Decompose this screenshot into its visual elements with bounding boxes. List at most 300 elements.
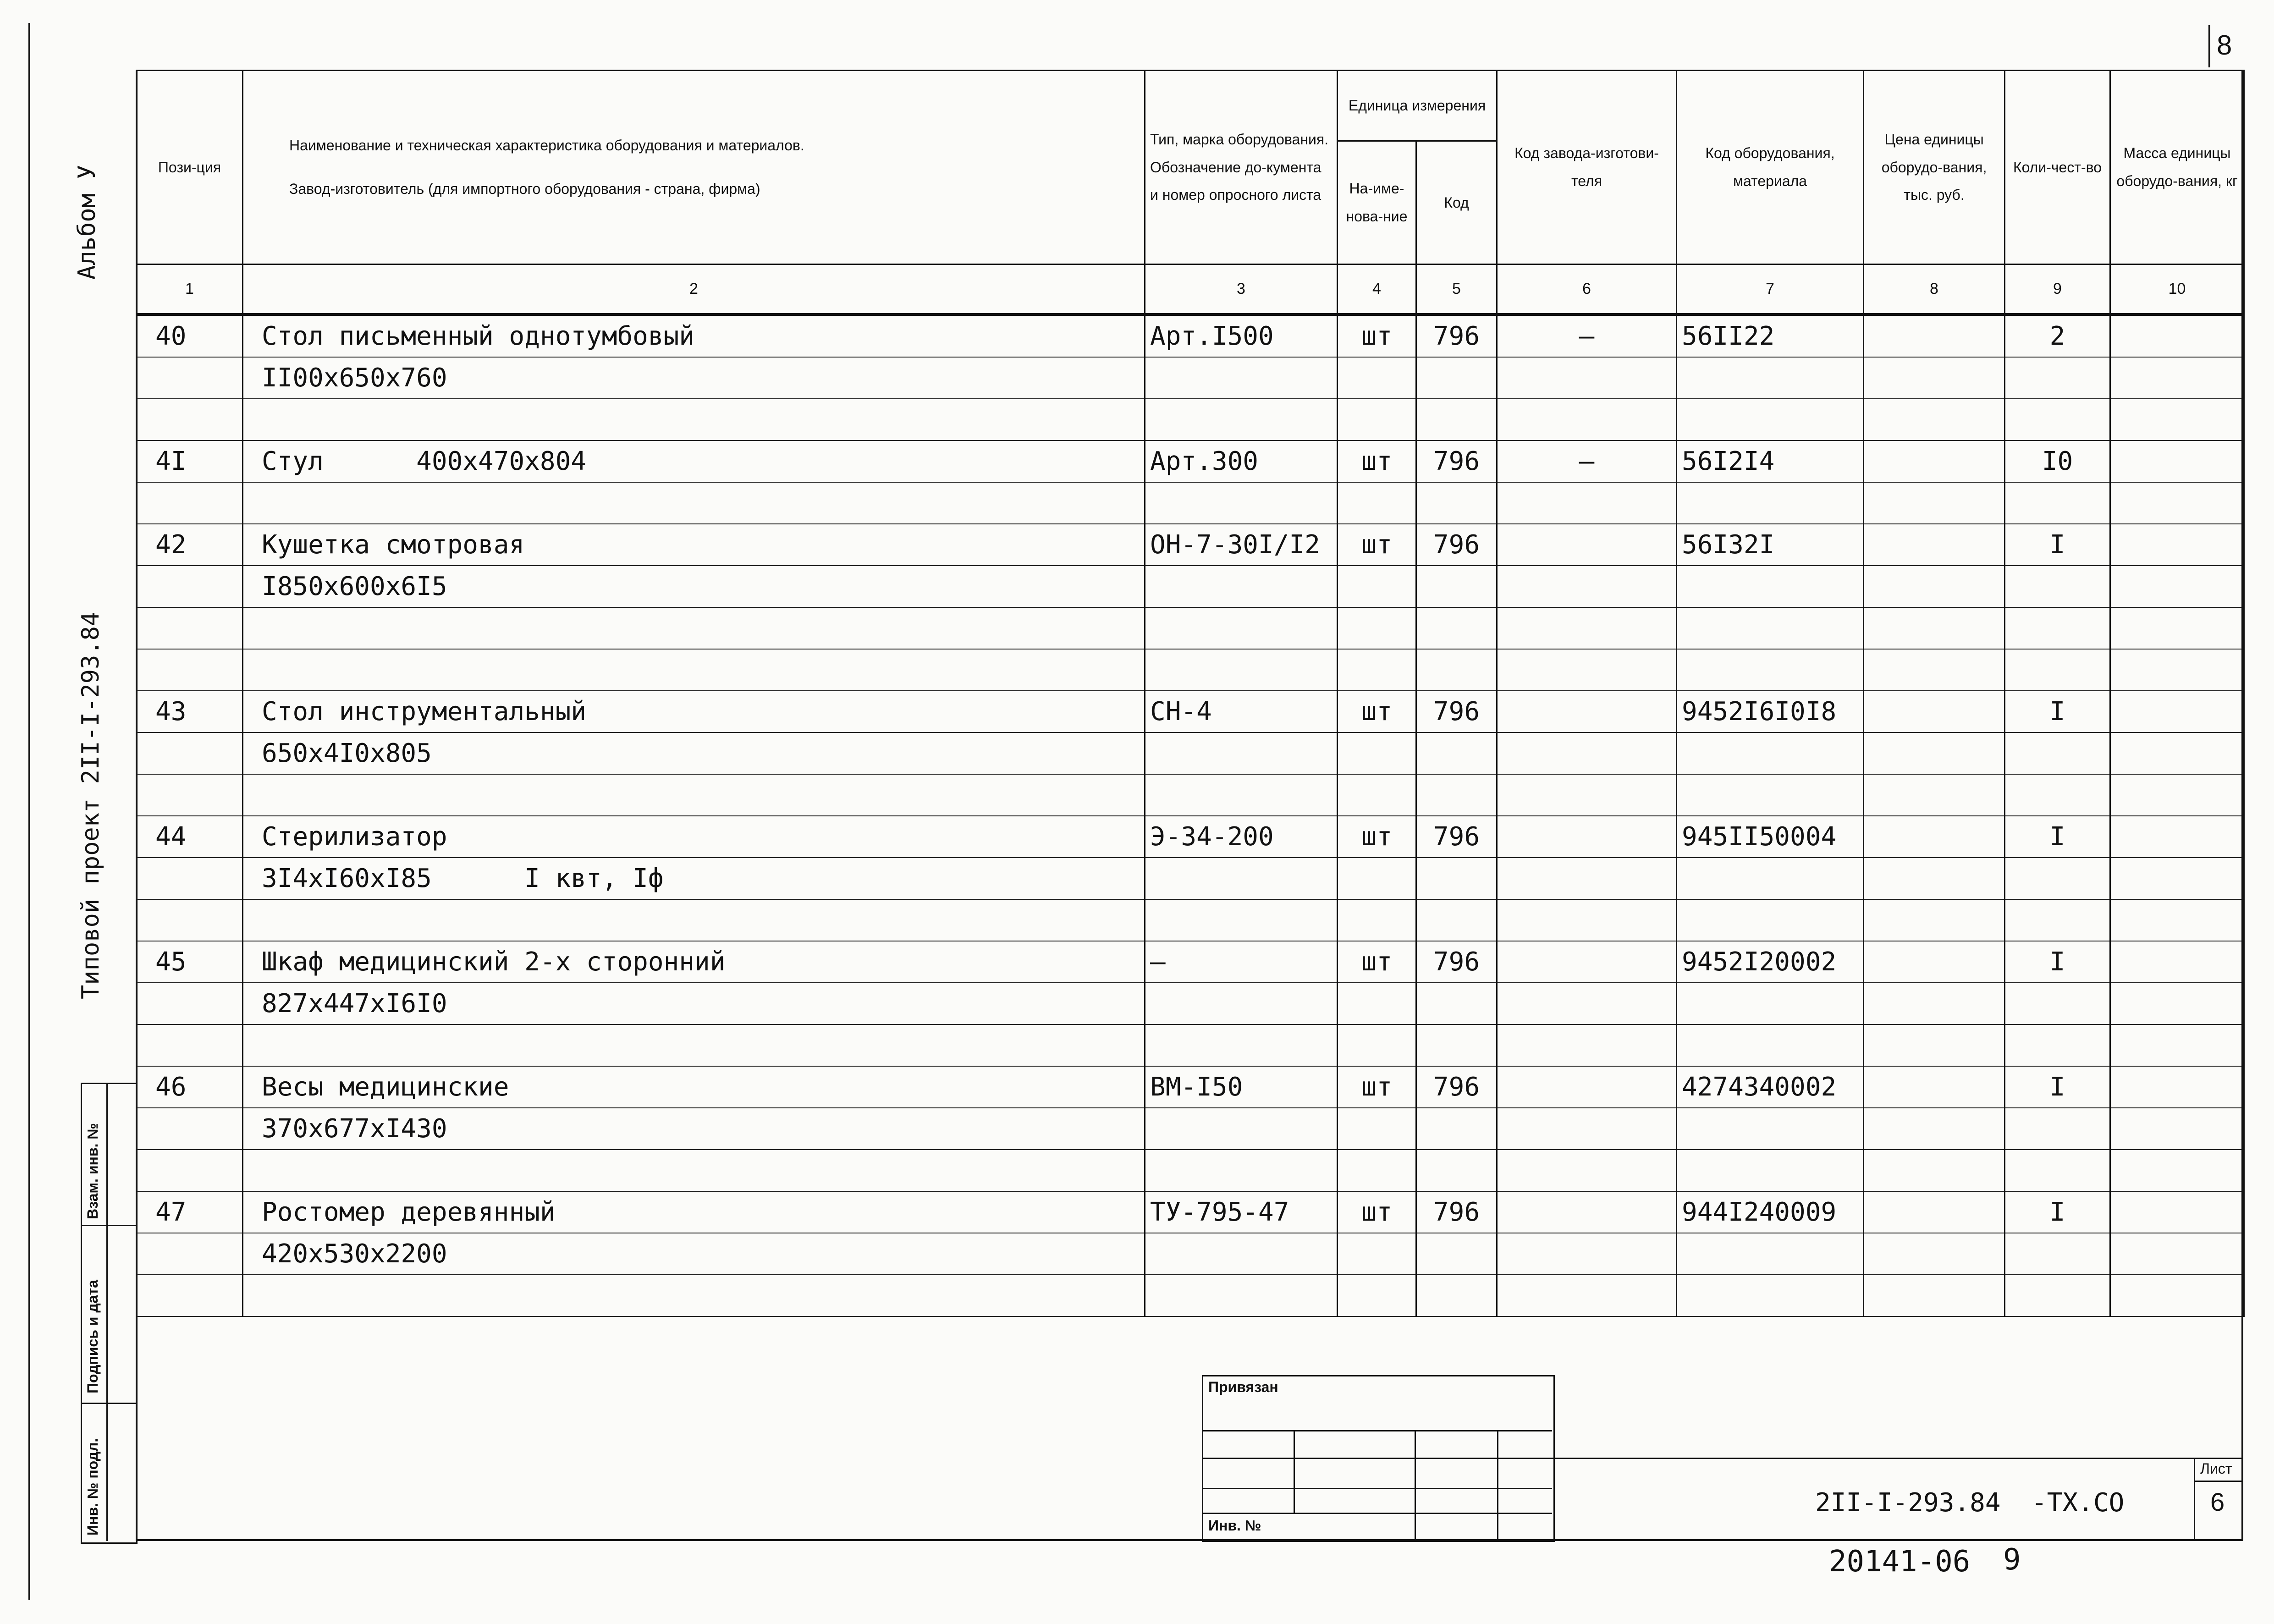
mass-cell — [2110, 732, 2244, 774]
corner-divider — [2208, 25, 2210, 67]
header-equip-code: Код оборудования, материала — [1677, 71, 1864, 264]
equipment-code-cell — [1677, 482, 1864, 524]
mass-cell — [2110, 1150, 2244, 1191]
mass-cell — [2110, 440, 2244, 482]
position-cell — [137, 1150, 243, 1191]
unit-name-cell — [1338, 899, 1416, 941]
equipment-code-cell — [1677, 732, 1864, 774]
mass-cell — [2110, 607, 2244, 649]
unit-name-cell: шт — [1338, 941, 1416, 983]
title-block-top — [1552, 1458, 2242, 1459]
price-cell — [1864, 941, 2005, 983]
type-cell: Арт.300 — [1145, 440, 1338, 482]
table-row — [137, 482, 2244, 524]
unit-name-cell — [1338, 774, 1416, 816]
unit-name-cell — [1338, 607, 1416, 649]
position-cell — [137, 482, 243, 524]
name-cell: I850х600х6I5 — [243, 566, 1145, 607]
unit-code-cell — [1416, 1233, 1497, 1275]
equipment-code-cell: 9452I20002 — [1677, 941, 1864, 983]
unit-name-cell — [1338, 649, 1416, 691]
name-cell — [243, 482, 1145, 524]
name-cell: 650х4I0х805 — [243, 732, 1145, 774]
position-cell — [137, 649, 243, 691]
unit-name-cell: шт — [1338, 524, 1416, 566]
price-cell — [1864, 649, 2005, 691]
table-row — [137, 440, 2244, 482]
unit-name-cell: шт — [1338, 816, 1416, 858]
price-cell — [1864, 774, 2005, 816]
unit-name-cell: шт — [1338, 1066, 1416, 1108]
unit-name-cell — [1338, 1024, 1416, 1066]
table-row — [137, 1150, 2244, 1191]
table-row — [137, 1275, 2244, 1316]
type-cell — [1145, 482, 1338, 524]
project-label: Типовой проект 2II-I-293.84 — [77, 611, 105, 999]
quantity-cell: I — [2005, 941, 2110, 983]
privyazan-h2 — [1202, 1458, 1552, 1459]
equipment-code-cell — [1677, 1150, 1864, 1191]
equipment-code-cell — [1677, 1275, 1864, 1316]
colnum-10: 10 — [2110, 264, 2244, 315]
quantity-cell: I0 — [2005, 440, 2110, 482]
unit-code-cell — [1416, 566, 1497, 607]
table-row — [137, 1233, 2244, 1275]
quantity-cell — [2005, 1275, 2110, 1316]
unit-code-cell: 796 — [1416, 314, 1497, 357]
unit-code-cell: 796 — [1416, 691, 1497, 732]
position-cell: 43 — [137, 691, 243, 732]
equipment-code-cell — [1677, 357, 1864, 399]
unit-name-cell: шт — [1338, 314, 1416, 357]
unit-code-cell: 796 — [1416, 941, 1497, 983]
position-cell — [137, 1233, 243, 1275]
price-cell — [1864, 816, 2005, 858]
position-cell: 47 — [137, 1191, 243, 1233]
header-pos: Пози-ция — [137, 71, 243, 264]
frame-right-line — [2241, 70, 2243, 1541]
quantity-cell — [2005, 399, 2110, 440]
price-cell — [1864, 983, 2005, 1024]
quantity-cell: I — [2005, 816, 2110, 858]
equipment-code-cell — [1677, 1233, 1864, 1275]
position-cell: 46 — [137, 1066, 243, 1108]
name-cell: Ростомер деревянный — [243, 1191, 1145, 1233]
position-cell — [137, 357, 243, 399]
header-unit-code: Код — [1416, 141, 1497, 264]
privyazan-h1 — [1202, 1430, 1552, 1431]
header-unit-group: Единица измерения — [1338, 71, 1497, 141]
name-cell: Стерилизатор — [243, 816, 1145, 858]
table-row — [137, 816, 2244, 858]
header-name-line2: Завод-изготовитель (для импортного оборудования - страна, фирма) — [289, 181, 760, 197]
unit-name-cell — [1338, 1150, 1416, 1191]
quantity-cell — [2005, 1108, 2110, 1150]
quantity-cell — [2005, 899, 2110, 941]
table-row — [137, 399, 2244, 440]
position-cell — [137, 607, 243, 649]
unit-code-cell: 796 — [1416, 1191, 1497, 1233]
table-row — [137, 774, 2244, 816]
unit-code-cell — [1416, 774, 1497, 816]
unit-name-cell — [1338, 732, 1416, 774]
position-cell: 42 — [137, 524, 243, 566]
quantity-cell — [2005, 732, 2110, 774]
name-cell: 420х530х2200 — [243, 1233, 1145, 1275]
price-cell — [1864, 1233, 2005, 1275]
quantity-cell — [2005, 566, 2110, 607]
mass-cell — [2110, 524, 2244, 566]
unit-code-cell — [1416, 399, 1497, 440]
mass-cell — [2110, 941, 2244, 983]
privyazan-v1 — [1294, 1430, 1295, 1513]
type-cell — [1145, 1275, 1338, 1316]
equipment-code-cell — [1677, 899, 1864, 941]
unit-code-cell — [1416, 899, 1497, 941]
type-cell — [1145, 649, 1338, 691]
name-cell — [243, 1275, 1145, 1316]
quantity-cell: I — [2005, 691, 2110, 732]
footer-page-number: 9 — [2003, 1543, 2021, 1577]
unit-name-cell — [1338, 1108, 1416, 1150]
unit-code-cell — [1416, 732, 1497, 774]
quantity-cell — [2005, 482, 2110, 524]
specification-table — [136, 70, 2245, 1317]
position-cell: 45 — [137, 941, 243, 983]
maker-code-cell — [1497, 858, 1677, 899]
name-cell — [243, 399, 1145, 440]
privyazan-v2 — [1415, 1430, 1416, 1539]
maker-code-cell — [1497, 732, 1677, 774]
type-cell: СН-4 — [1145, 691, 1338, 732]
maker-code-cell — [1497, 1024, 1677, 1066]
colnum-9: 9 — [2005, 264, 2110, 315]
type-cell: Арт.I500 — [1145, 314, 1338, 357]
equipment-code-cell — [1677, 983, 1864, 1024]
name-cell: 3I4хI60хI85 I квт, Iф — [243, 858, 1145, 899]
equipment-code-cell: 945II50004 — [1677, 816, 1864, 858]
unit-code-cell: 796 — [1416, 816, 1497, 858]
position-cell — [137, 1108, 243, 1150]
maker-code-cell: – — [1497, 314, 1677, 357]
mass-cell — [2110, 399, 2244, 440]
name-cell: Стол инструментальный — [243, 691, 1145, 732]
album-label: Альбом У — [73, 165, 101, 280]
quantity-cell — [2005, 649, 2110, 691]
name-cell — [243, 649, 1145, 691]
price-cell — [1864, 858, 2005, 899]
colnum-8: 8 — [1864, 264, 2005, 315]
equipment-code-cell — [1677, 1024, 1864, 1066]
price-cell — [1864, 899, 2005, 941]
stamp-podpis-label: Подпись и дата — [84, 1280, 101, 1393]
type-cell — [1145, 1233, 1338, 1275]
price-cell — [1864, 440, 2005, 482]
unit-code-cell — [1416, 482, 1497, 524]
equipment-code-cell — [1677, 649, 1864, 691]
items-body — [137, 314, 2244, 1316]
position-cell: 4I — [137, 440, 243, 482]
unit-code-cell — [1416, 1275, 1497, 1316]
table-row — [137, 524, 2244, 566]
unit-code-cell: 796 — [1416, 524, 1497, 566]
maker-code-cell — [1497, 1275, 1677, 1316]
name-cell: Кушетка смотровая — [243, 524, 1145, 566]
colnum-6: 6 — [1497, 264, 1677, 315]
name-cell: 370х677хI430 — [243, 1108, 1145, 1150]
maker-code-cell — [1497, 1233, 1677, 1275]
name-cell: II00х650х760 — [243, 357, 1145, 399]
name-cell — [243, 1024, 1145, 1066]
left-margin-line — [28, 23, 30, 1600]
left-stamp-inner — [106, 1083, 108, 1541]
price-cell — [1864, 566, 2005, 607]
unit-code-cell: 796 — [1416, 440, 1497, 482]
equipment-code-cell — [1677, 566, 1864, 607]
table-row — [137, 899, 2244, 941]
equipment-code-cell: 9452I6I0I8 — [1677, 691, 1864, 732]
position-cell: 40 — [137, 314, 243, 357]
mass-cell — [2110, 983, 2244, 1024]
mass-cell — [2110, 357, 2244, 399]
maker-code-cell — [1497, 566, 1677, 607]
type-cell — [1145, 1024, 1338, 1066]
unit-code-cell — [1416, 983, 1497, 1024]
equipment-code-cell: 56I2I4 — [1677, 440, 1864, 482]
mass-cell — [2110, 314, 2244, 357]
mass-cell — [2110, 1275, 2244, 1316]
unit-name-cell — [1338, 399, 1416, 440]
position-cell — [137, 774, 243, 816]
price-cell — [1864, 691, 2005, 732]
equipment-code-cell — [1677, 774, 1864, 816]
name-cell — [243, 1150, 1145, 1191]
maker-code-cell — [1497, 941, 1677, 983]
type-cell — [1145, 566, 1338, 607]
privyazan-v3 — [1497, 1430, 1498, 1539]
table-row — [137, 566, 2244, 607]
quantity-cell: I — [2005, 1066, 2110, 1108]
unit-name-cell — [1338, 858, 1416, 899]
table-row — [137, 1066, 2244, 1108]
type-cell — [1145, 357, 1338, 399]
quantity-cell — [2005, 858, 2110, 899]
unit-code-cell — [1416, 1150, 1497, 1191]
unit-name-cell: шт — [1338, 440, 1416, 482]
left-stamp-sep-2 — [81, 1403, 136, 1404]
header-qty: Коли-чест-во — [2005, 71, 2110, 264]
maker-code-cell — [1497, 774, 1677, 816]
quantity-cell: 2 — [2005, 314, 2110, 357]
type-cell — [1145, 399, 1338, 440]
type-cell — [1145, 732, 1338, 774]
type-cell — [1145, 607, 1338, 649]
price-cell — [1864, 482, 2005, 524]
equipment-code-cell — [1677, 858, 1864, 899]
price-cell — [1864, 1150, 2005, 1191]
price-cell — [1864, 607, 2005, 649]
header-type: Тип, марка оборудования. Обозначение до-кумента и номер опросного листа — [1145, 71, 1338, 264]
quantity-cell — [2005, 357, 2110, 399]
equipment-code-cell — [1677, 607, 1864, 649]
sheet-number: 6 — [2210, 1487, 2225, 1516]
maker-code-cell — [1497, 983, 1677, 1024]
position-cell: 44 — [137, 816, 243, 858]
privyazan-label: Привязан — [1208, 1379, 1278, 1395]
position-cell — [137, 1024, 243, 1066]
mass-cell — [2110, 1233, 2244, 1275]
unit-name-cell — [1338, 1275, 1416, 1316]
mass-cell — [2110, 691, 2244, 732]
header-name — [243, 71, 1145, 264]
price-cell — [1864, 1108, 2005, 1150]
colnum-1: 1 — [137, 264, 243, 315]
maker-code-cell: – — [1497, 440, 1677, 482]
mass-cell — [2110, 649, 2244, 691]
maker-code-cell — [1497, 357, 1677, 399]
table-row — [137, 983, 2244, 1024]
maker-code-cell — [1497, 607, 1677, 649]
price-cell — [1864, 399, 2005, 440]
header-unit-name: На-име-нова-ние — [1338, 141, 1416, 264]
type-cell: ТУ-795-47 — [1145, 1191, 1338, 1233]
type-cell: Э-34-200 — [1145, 816, 1338, 858]
name-cell: Шкаф медицинский 2-х сторонний — [243, 941, 1145, 983]
maker-code-cell — [1497, 399, 1677, 440]
type-cell — [1145, 1150, 1338, 1191]
type-cell — [1145, 774, 1338, 816]
unit-code-cell — [1416, 607, 1497, 649]
colnum-3: 3 — [1145, 264, 1338, 315]
position-cell — [137, 1275, 243, 1316]
quantity-cell: I — [2005, 524, 2110, 566]
maker-code-cell — [1497, 816, 1677, 858]
type-cell: ВМ-I50 — [1145, 1066, 1338, 1108]
price-cell — [1864, 314, 2005, 357]
colnum-4: 4 — [1338, 264, 1416, 315]
archive-number: 20141-06 — [1829, 1545, 1971, 1579]
document-code: 2II-I-293.84 -ТХ.СО — [1815, 1488, 2125, 1518]
sheet-label: Лист — [2200, 1460, 2232, 1477]
mass-cell — [2110, 816, 2244, 858]
privyazan-h4 — [1202, 1513, 1552, 1514]
mass-cell — [2110, 858, 2244, 899]
type-cell — [1145, 858, 1338, 899]
maker-code-cell — [1497, 1150, 1677, 1191]
name-cell: Стол письменный однотумбовый — [243, 314, 1145, 357]
unit-code-cell — [1416, 858, 1497, 899]
unit-name-cell — [1338, 482, 1416, 524]
type-cell — [1145, 899, 1338, 941]
maker-code-cell — [1497, 524, 1677, 566]
table-row — [137, 941, 2244, 983]
type-cell: – — [1145, 941, 1338, 983]
type-cell: ОН-7-30I/I2 — [1145, 524, 1338, 566]
maker-code-cell — [1497, 1108, 1677, 1150]
type-cell — [1145, 983, 1338, 1024]
position-cell — [137, 858, 243, 899]
price-cell — [1864, 1024, 2005, 1066]
price-cell — [1864, 524, 2005, 566]
stamp-inv-podl-label: Инв. № подл. — [84, 1438, 101, 1536]
header-row-1 — [137, 71, 2244, 141]
maker-code-cell — [1497, 691, 1677, 732]
name-cell — [243, 899, 1145, 941]
name-cell: Стул 400х470х804 — [243, 440, 1145, 482]
maker-code-cell — [1497, 482, 1677, 524]
table-row — [137, 858, 2244, 899]
unit-code-cell — [1416, 649, 1497, 691]
unit-code-cell — [1416, 357, 1497, 399]
table-row — [137, 357, 2244, 399]
mass-cell — [2110, 1066, 2244, 1108]
mass-cell — [2110, 1024, 2244, 1066]
unit-name-cell — [1338, 983, 1416, 1024]
quantity-cell: I — [2005, 1191, 2110, 1233]
table-row — [137, 649, 2244, 691]
position-cell — [137, 732, 243, 774]
mass-cell — [2110, 482, 2244, 524]
mass-cell — [2110, 1108, 2244, 1150]
header-price: Цена единицы оборудо-вания, тыс. руб. — [1864, 71, 2005, 264]
quantity-cell — [2005, 774, 2110, 816]
colnum-7: 7 — [1677, 264, 1864, 315]
quantity-cell — [2005, 1150, 2110, 1191]
position-cell — [137, 983, 243, 1024]
header-maker-code: Код завода-изготови-теля — [1497, 71, 1677, 264]
table-row — [137, 1024, 2244, 1066]
price-cell — [1864, 357, 2005, 399]
mass-cell — [2110, 774, 2244, 816]
mass-cell — [2110, 566, 2244, 607]
unit-name-cell — [1338, 566, 1416, 607]
quantity-cell — [2005, 983, 2110, 1024]
quantity-cell — [2005, 1233, 2110, 1275]
maker-code-cell — [1497, 899, 1677, 941]
table-row — [137, 314, 2244, 357]
column-number-row — [137, 264, 2244, 315]
unit-code-cell — [1416, 1108, 1497, 1150]
price-cell — [1864, 732, 2005, 774]
position-cell — [137, 566, 243, 607]
table-row — [137, 732, 2244, 774]
equipment-code-cell — [1677, 1108, 1864, 1150]
price-cell — [1864, 1066, 2005, 1108]
colnum-2: 2 — [243, 264, 1145, 315]
equipment-code-cell: 56I32I — [1677, 524, 1864, 566]
sheet-cell-mid — [2194, 1481, 2242, 1482]
corner-sheet-number: 8 — [2217, 30, 2232, 61]
price-cell — [1864, 1275, 2005, 1316]
type-cell — [1145, 1108, 1338, 1150]
table-row — [137, 1191, 2244, 1233]
position-cell — [137, 899, 243, 941]
stamp-vzam-label: Взам. инв. № — [84, 1123, 101, 1219]
unit-code-cell: 796 — [1416, 1066, 1497, 1108]
name-cell: 827х447хI6I0 — [243, 983, 1145, 1024]
quantity-cell — [2005, 1024, 2110, 1066]
header-name-line1: Наименование и техническая характеристика оборудования и материалов. — [289, 137, 804, 154]
position-cell — [137, 399, 243, 440]
unit-name-cell: шт — [1338, 1191, 1416, 1233]
header-mass: Масса единицы оборудо-вания, кг — [2110, 71, 2244, 264]
table-row — [137, 1108, 2244, 1150]
frame-bottom-line — [136, 1539, 2243, 1541]
left-stamp-sep-1 — [81, 1225, 136, 1226]
unit-name-cell — [1338, 1233, 1416, 1275]
mass-cell — [2110, 1191, 2244, 1233]
price-cell — [1864, 1191, 2005, 1233]
